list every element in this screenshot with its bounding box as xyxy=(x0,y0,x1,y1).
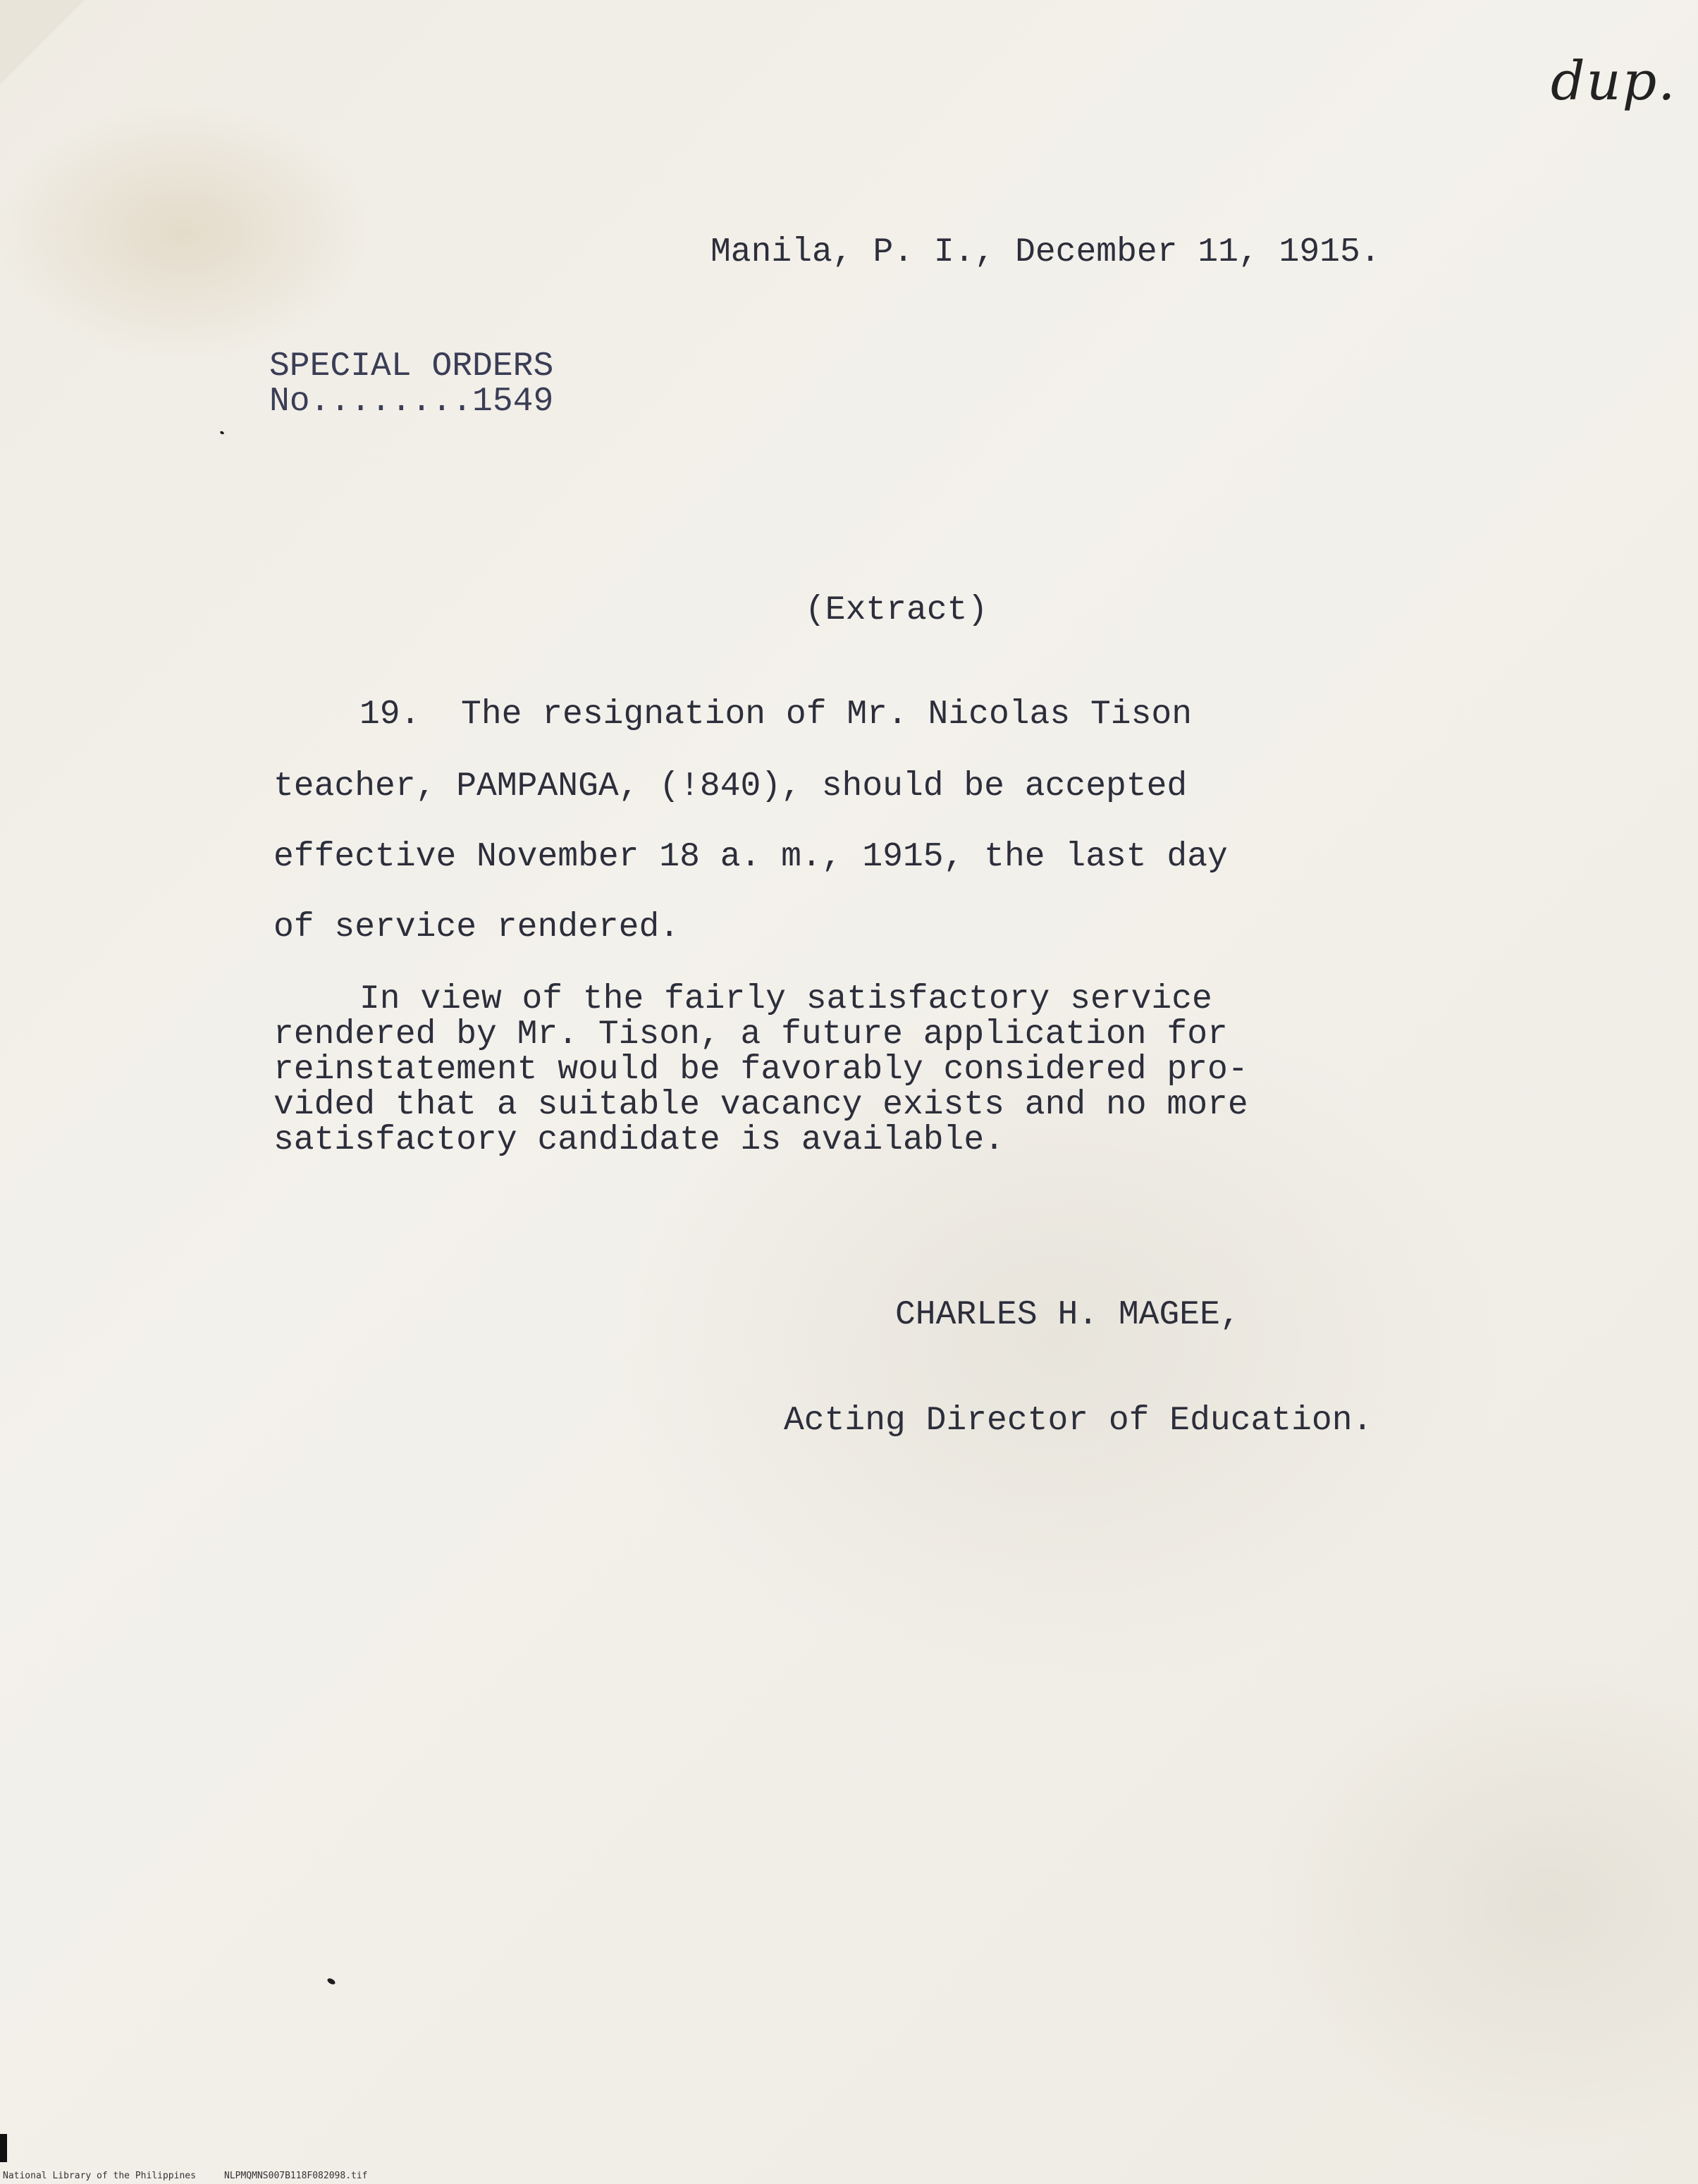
ink-speck xyxy=(219,431,224,435)
paper-corner xyxy=(0,0,85,85)
special-orders-number: No........1549 xyxy=(269,383,554,421)
date-line: Manila, P. I., December 11, 1915. xyxy=(710,233,1381,271)
footer-library: National Library of the Philippines xyxy=(3,2171,196,2181)
paragraph-2-line: satisfactory candidate is available. xyxy=(273,1121,1004,1159)
ink-speck xyxy=(326,1977,336,1985)
signatory-name: CHARLES H. MAGEE, xyxy=(895,1296,1241,1334)
paragraph-1-line: of service rendered. xyxy=(273,908,680,946)
paragraph-2-line: reinstatement would be favorably considered pro- xyxy=(273,1051,1248,1089)
scan-edge-mark xyxy=(0,2134,7,2162)
paragraph-1-line: effective November 18 a. m., 1915, the last day xyxy=(273,838,1228,876)
footer-filename: NLPMQMNS007B118F082098.tif xyxy=(224,2171,368,2181)
paragraph-1-line: 19. The resignation of Mr. Nicolas Tison xyxy=(359,696,1192,734)
paragraph-2-line: vided that a suitable vacancy exists and no more xyxy=(273,1086,1248,1124)
special-orders-title: SPECIAL ORDERS xyxy=(269,347,554,385)
extract-label: (Extract) xyxy=(805,591,988,629)
handwritten-annotation: dup. xyxy=(1551,49,1677,112)
paragraph-2-line: rendered by Mr. Tison, a future application for xyxy=(273,1016,1228,1054)
paragraph-2-line: In view of the fairly satisfactory service xyxy=(359,980,1212,1018)
paragraph-1-line: teacher, PAMPANGA, (!840), should be accepted xyxy=(273,767,1188,806)
signatory-title: Acting Director of Education. xyxy=(784,1402,1373,1440)
